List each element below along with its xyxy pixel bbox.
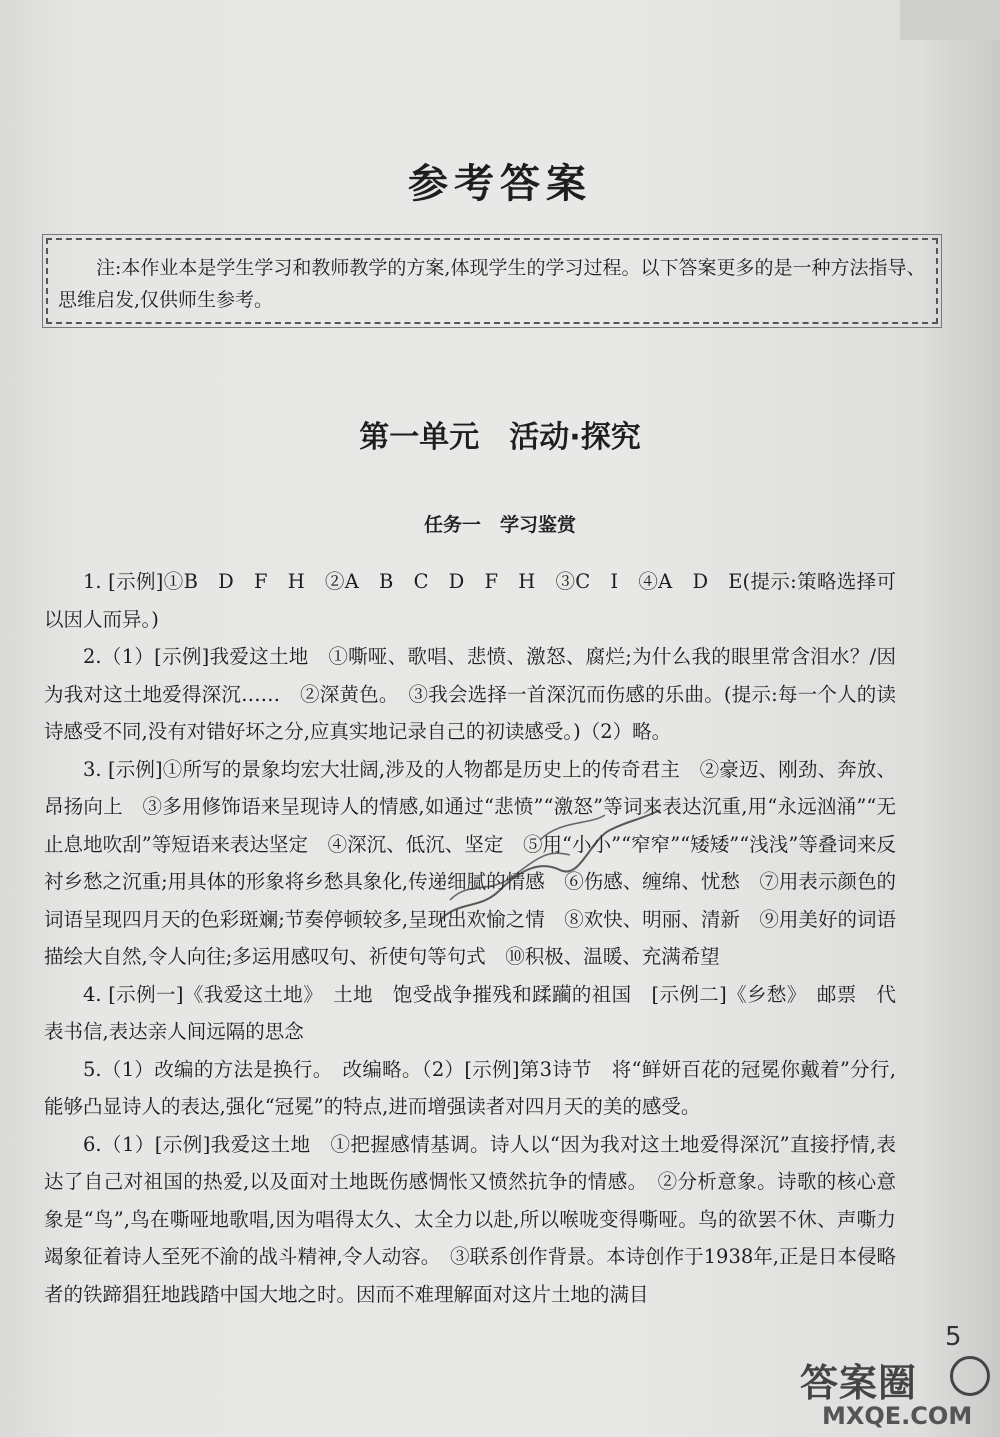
- answer-item-3: 3. [示例]①所写的景象均宏大壮阔,涉及的人物都是历史上的传奇君主 ②豪迈、刚劲、奔放、昂扬向上 ③多用修饰语来呈现诗人的情感,如通过“悲愤”“激怒”等词来表达沉重,用“永远汹涌”“无止息地吹刮”等短语来表达坚定 ④深沉、低沉、坚定 ⑤用“小小”“窄窄”“矮矮”“浅浅”等叠词来反衬乡愁之沉重;用具体的形象将乡愁具象化,传递细腻的情感 ⑥伤感、缠绵、忧愁 ⑦用表示颜色的词语呈现四月天的色彩斑斓;节奏停顿较多,呈现出欢愉之情 ⑧欢快、明丽、清新 ⑨用美好的词语描绘大自然,令人向往;多运用感叹句、祈使句等句式 ⑩积极、温暖、充满希望: [44, 757, 896, 968]
- answer-item-4: 4. [示例一]《我爱这土地》 土地 饱受战争摧残和蹂躏的祖国 [示例二]《乡愁》 邮票 代表书信,表达亲人间远隔的思念: [44, 982, 896, 1043]
- answer-item-6: 6.（1）[示例]我爱这土地 ①把握感情基调。诗人以“因为我对这土地爱得深沉”直接抒情,表达了自己对祖国的热爱,以及面对土地既伤感惆怅又愤然抗争的情感。 ②分析意象。诗歌的核心意象是“鸟”,鸟在嘶哑地歌唱,因为唱得太久、太全力以赴,所以喉咙变得嘶哑。鸟的欲罢不休、声嘶力竭象征着诗人至死不渝的战斗精神,令人动容。 ③联系创作背景。本诗创作于1938年,正是日本侵略者的铁蹄猖狂地践踏中国大地之时。因而不难理解面对这片土地的满目: [44, 1132, 896, 1306]
- note-text: 注:本作业本是学生学习和教师教学的方案,体现学生的学习过程。以下答案更多的是一种方法指导、思维启发,仅供师生参考。: [58, 257, 926, 311]
- watermark-brand: 答案圈: [800, 1361, 918, 1405]
- watermark-logo: [800, 1352, 990, 1432]
- answer-item-5: 5.（1）改编的方法是换行。 改编略。（2）[示例]第3诗节 将“鲜妍百花的冠冕你戴着”分行,能够凸显诗人的表达,强化“冠冕”的特点,进而增强读者对四月天的美的感受。: [44, 1057, 896, 1118]
- unit-title: 第一单元 活动·探究: [359, 420, 641, 455]
- scan-shadow: [900, 0, 1000, 40]
- page-title: 参考答案: [408, 161, 592, 207]
- watermark-circle-icon: [950, 1356, 990, 1396]
- watermark-url: MXQE.COM: [822, 1402, 973, 1430]
- note-box: [46, 238, 938, 324]
- task-title: 任务一 学习鉴赏: [423, 514, 576, 536]
- answer-item-1: 1. [示例]①B D F H ②A B C D F H ③C I ④A D E(提示:策略选择可以因人而异。): [44, 570, 896, 631]
- answer-list: [44, 563, 896, 1313]
- answer-item-2: 2.（1）[示例]我爱这土地 ①嘶哑、歌唱、悲愤、激怒、腐烂;为什么我的眼里常含泪水？/因为我对这土地爱得深沉…… ②深黄色。 ③我会选择一首深沉而伤感的乐曲。(提示:每一个人的读诗感受不同,没有对错好坏之分,应真实地记录自己的初读感受。)（2）略。: [44, 645, 896, 743]
- page-number: 5: [945, 1322, 962, 1352]
